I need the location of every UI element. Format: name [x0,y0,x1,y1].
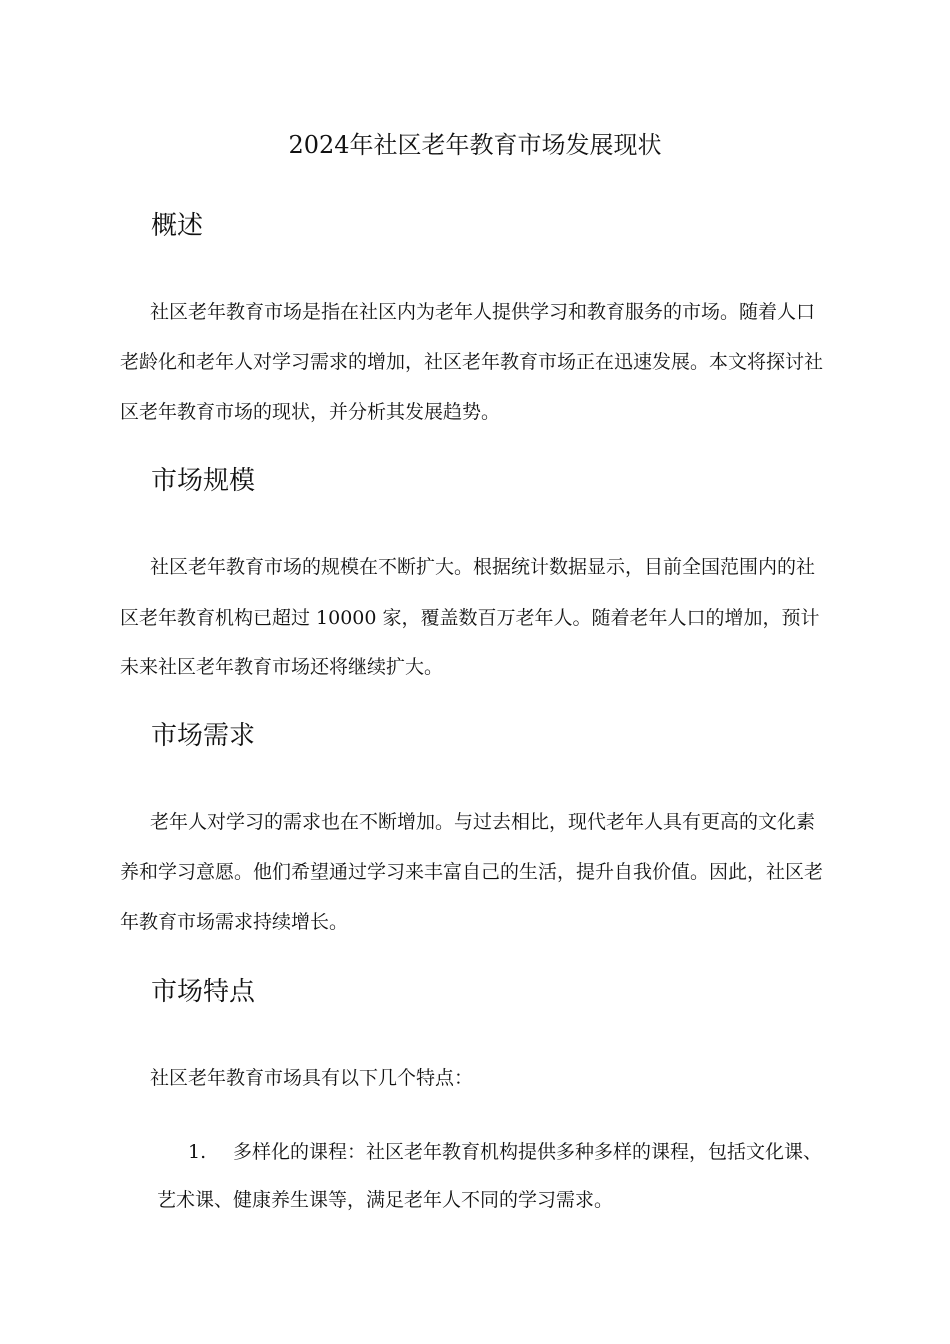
section-heading-market-size: 市场规模 [151,466,256,496]
paragraph-line: 区老年教育机构已超过 10000 家，覆盖数百万老年人。随着老年人口的增加，预计 [120,607,820,629]
paragraph-line: 区老年教育市场的现状，并分析其发展趋势。 [120,401,501,423]
paragraph-line: 未来社区老年教育市场还将继续扩大。 [120,656,444,678]
list-item-number: 1. [188,1141,207,1163]
section-heading-market-demand: 市场需求 [151,721,256,751]
paragraph-line: 老龄化和老年人对学习需求的增加，社区老年教育市场正在迅速发展。本文将探讨社 [120,351,824,373]
document-title: 2024年社区老年教育市场发展现状 [288,131,662,159]
paragraph-line: 社区老年教育市场是指在社区内为老年人提供学习和教育服务的市场。随着人口 [150,301,816,323]
section-heading-overview: 概述 [151,211,204,241]
list-item-line: 艺术课、健康养生课等，满足老年人不同的学习需求。 [157,1189,614,1211]
paragraph-line: 老年人对学习的需求也在不断增加。与过去相比，现代老年人具有更高的文化素 [150,811,816,833]
paragraph-line: 社区老年教育市场具有以下几个特点： [150,1067,474,1089]
paragraph-line: 养和学习意愿。他们希望通过学习来丰富自己的生活，提升自我价值。因此，社区老 [120,861,824,883]
paragraph-line: 社区老年教育市场的规模在不断扩大。根据统计数据显示，目前全国范围内的社 [150,556,816,578]
paragraph-line: 年教育市场需求持续增长。 [120,911,349,933]
list-item-line: 多样化的课程：社区老年教育机构提供多种多样的课程，包括文化课、 [233,1141,823,1163]
section-heading-market-features: 市场特点 [151,977,256,1007]
